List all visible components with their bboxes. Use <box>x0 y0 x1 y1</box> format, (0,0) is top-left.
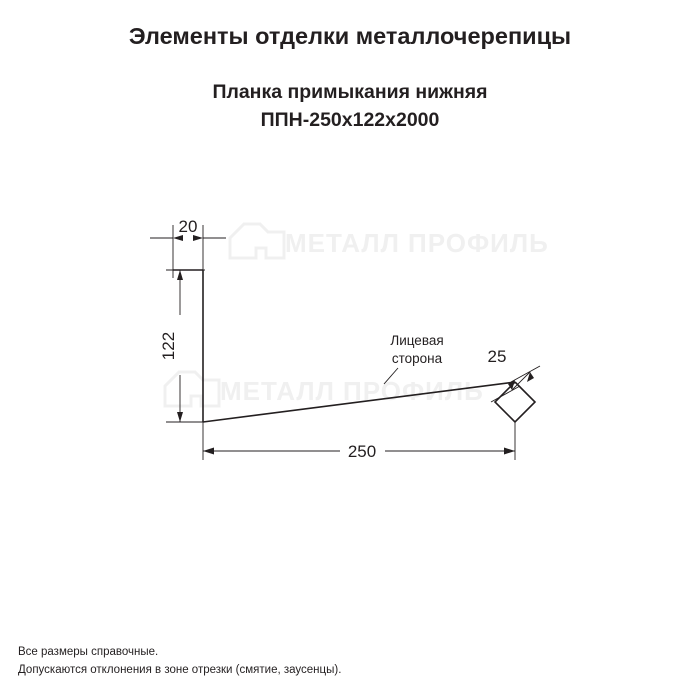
technical-drawing <box>0 170 700 550</box>
watermark-group <box>165 224 549 406</box>
title-block <box>0 22 700 135</box>
footer-note-2: Допускаются отклонения в зоне отрезки (смятие, заусенцы). <box>18 664 342 677</box>
watermark-text-2: МЕТАЛЛ ПРОФИЛЬ <box>220 376 484 406</box>
dimension-top-width-label: 20 <box>178 217 198 236</box>
dimension-right-flange-label: 25 <box>487 347 507 366</box>
drawing-svg <box>0 170 700 550</box>
dimension-height-label: 122 <box>159 331 178 361</box>
face-side-label-line1: Лицевая <box>390 333 444 348</box>
watermark-text: МЕТАЛЛ ПРОФИЛЬ <box>285 228 549 258</box>
product-name: Планка примыкания нижняя <box>212 81 488 104</box>
dimension-total-width-label: 250 <box>347 442 377 461</box>
product-code: ППН-250х122х2000 <box>260 109 440 132</box>
page-title: Элементы отделки металлочерепицы <box>128 23 572 49</box>
footer-note-1: Все размеры справочные. <box>18 646 159 659</box>
face-side-label-line2: сторона <box>391 351 443 366</box>
footer-notes <box>18 644 678 680</box>
